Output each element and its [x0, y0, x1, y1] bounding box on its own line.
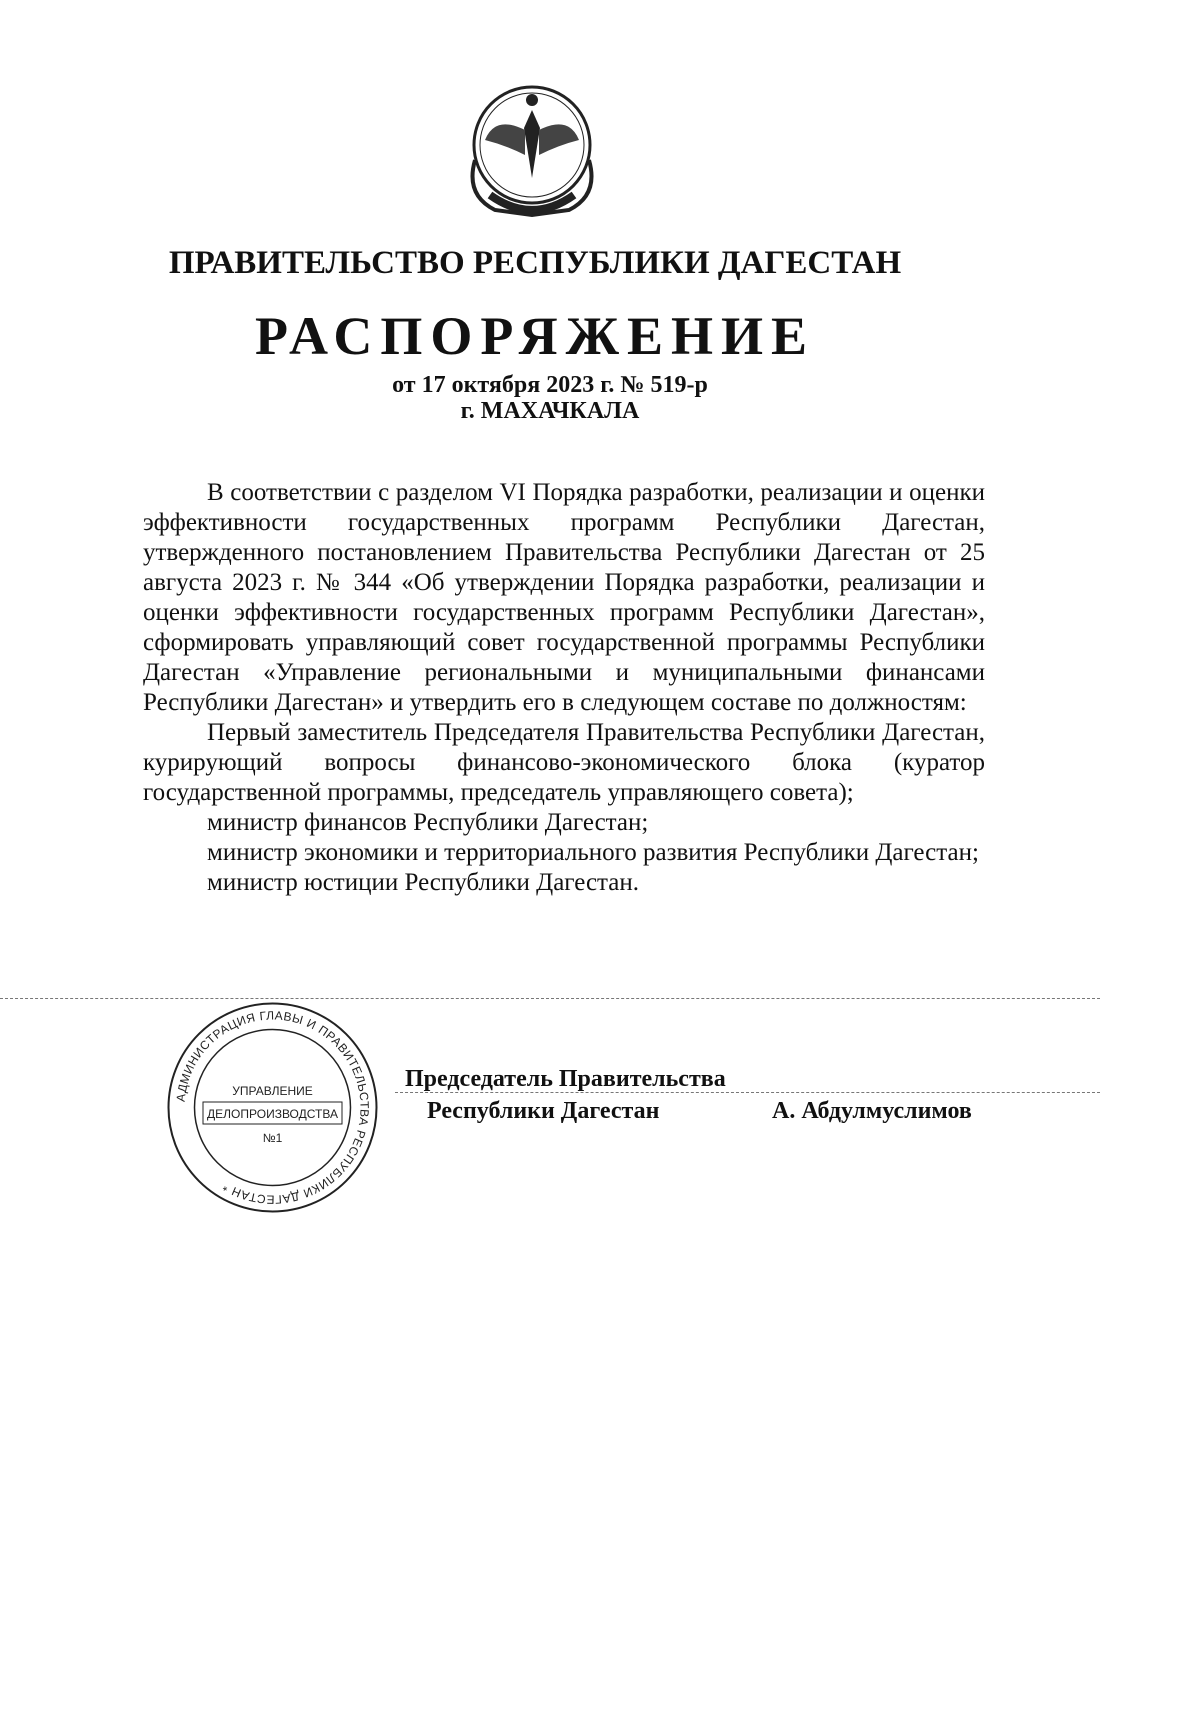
city: г. МАХАЧКАЛА	[460, 398, 640, 424]
date-and-number: от 17 октября 2023 г. № 519-р	[392, 372, 708, 398]
divider	[0, 998, 1100, 999]
signatory-position-line1: Председатель Правительства	[405, 1066, 726, 1092]
paragraph: Первый заместитель Председателя Правительства Республики Дагестан, курирующий вопросы финансово-экономического блока (куратор государственной программы, председатель управляющего совета);	[143, 719, 985, 806]
paragraph: В соответствии с разделом VI Порядка разработки, реализации и оценки эффективности государственных программ Республики Дагестан, утвержденного постановлением Правительства Республики Дагестан от 25 августа 2023 г. № 344 «Об утверждении Порядка разработки, реализации и оценки эффективности государственных программ Республики Дагестан», сформировать управляющий совет государственной программы Республики Дагестан «Управление региональными и муниципальными финансами Республики Дагестан» и утвердить его в следующем составе по должностям:	[143, 479, 985, 716]
paragraph: министр экономики и территориального развития Республики Дагестан;	[207, 839, 979, 866]
document-type: РАСПОРЯЖЕНИЕ	[254, 306, 816, 366]
signatory-position-line2: Республики Дагестан	[427, 1098, 660, 1124]
stamp-ring-text: АДМИНИСТРАЦИЯ ГЛАВЫ И ПРАВИТЕЛЬСТВА РЕСПУБЛИКИ ДАГЕСТАН *	[173, 1008, 372, 1207]
stamp-line-2: ДЕЛОПРОИЗВОДСТВА	[207, 1107, 338, 1121]
paragraph: министр юстиции Республики Дагестан.	[207, 869, 640, 896]
date-number	[0, 372, 1100, 424]
official-stamp	[165, 1000, 380, 1215]
signatory-name: А. Абдулмуслимов	[772, 1098, 972, 1124]
stamp-line-1: УПРАВЛЕНИЕ	[232, 1084, 313, 1098]
stamp-line-3: №1	[262, 1131, 283, 1145]
government-title: ПРАВИТЕЛЬСТВО РЕСПУБЛИКИ ДАГЕСТАН	[168, 245, 902, 281]
paragraph: министр финансов Республики Дагестан;	[207, 809, 649, 836]
coat-of-arms-emblem	[455, 65, 610, 230]
document-body	[143, 478, 985, 898]
